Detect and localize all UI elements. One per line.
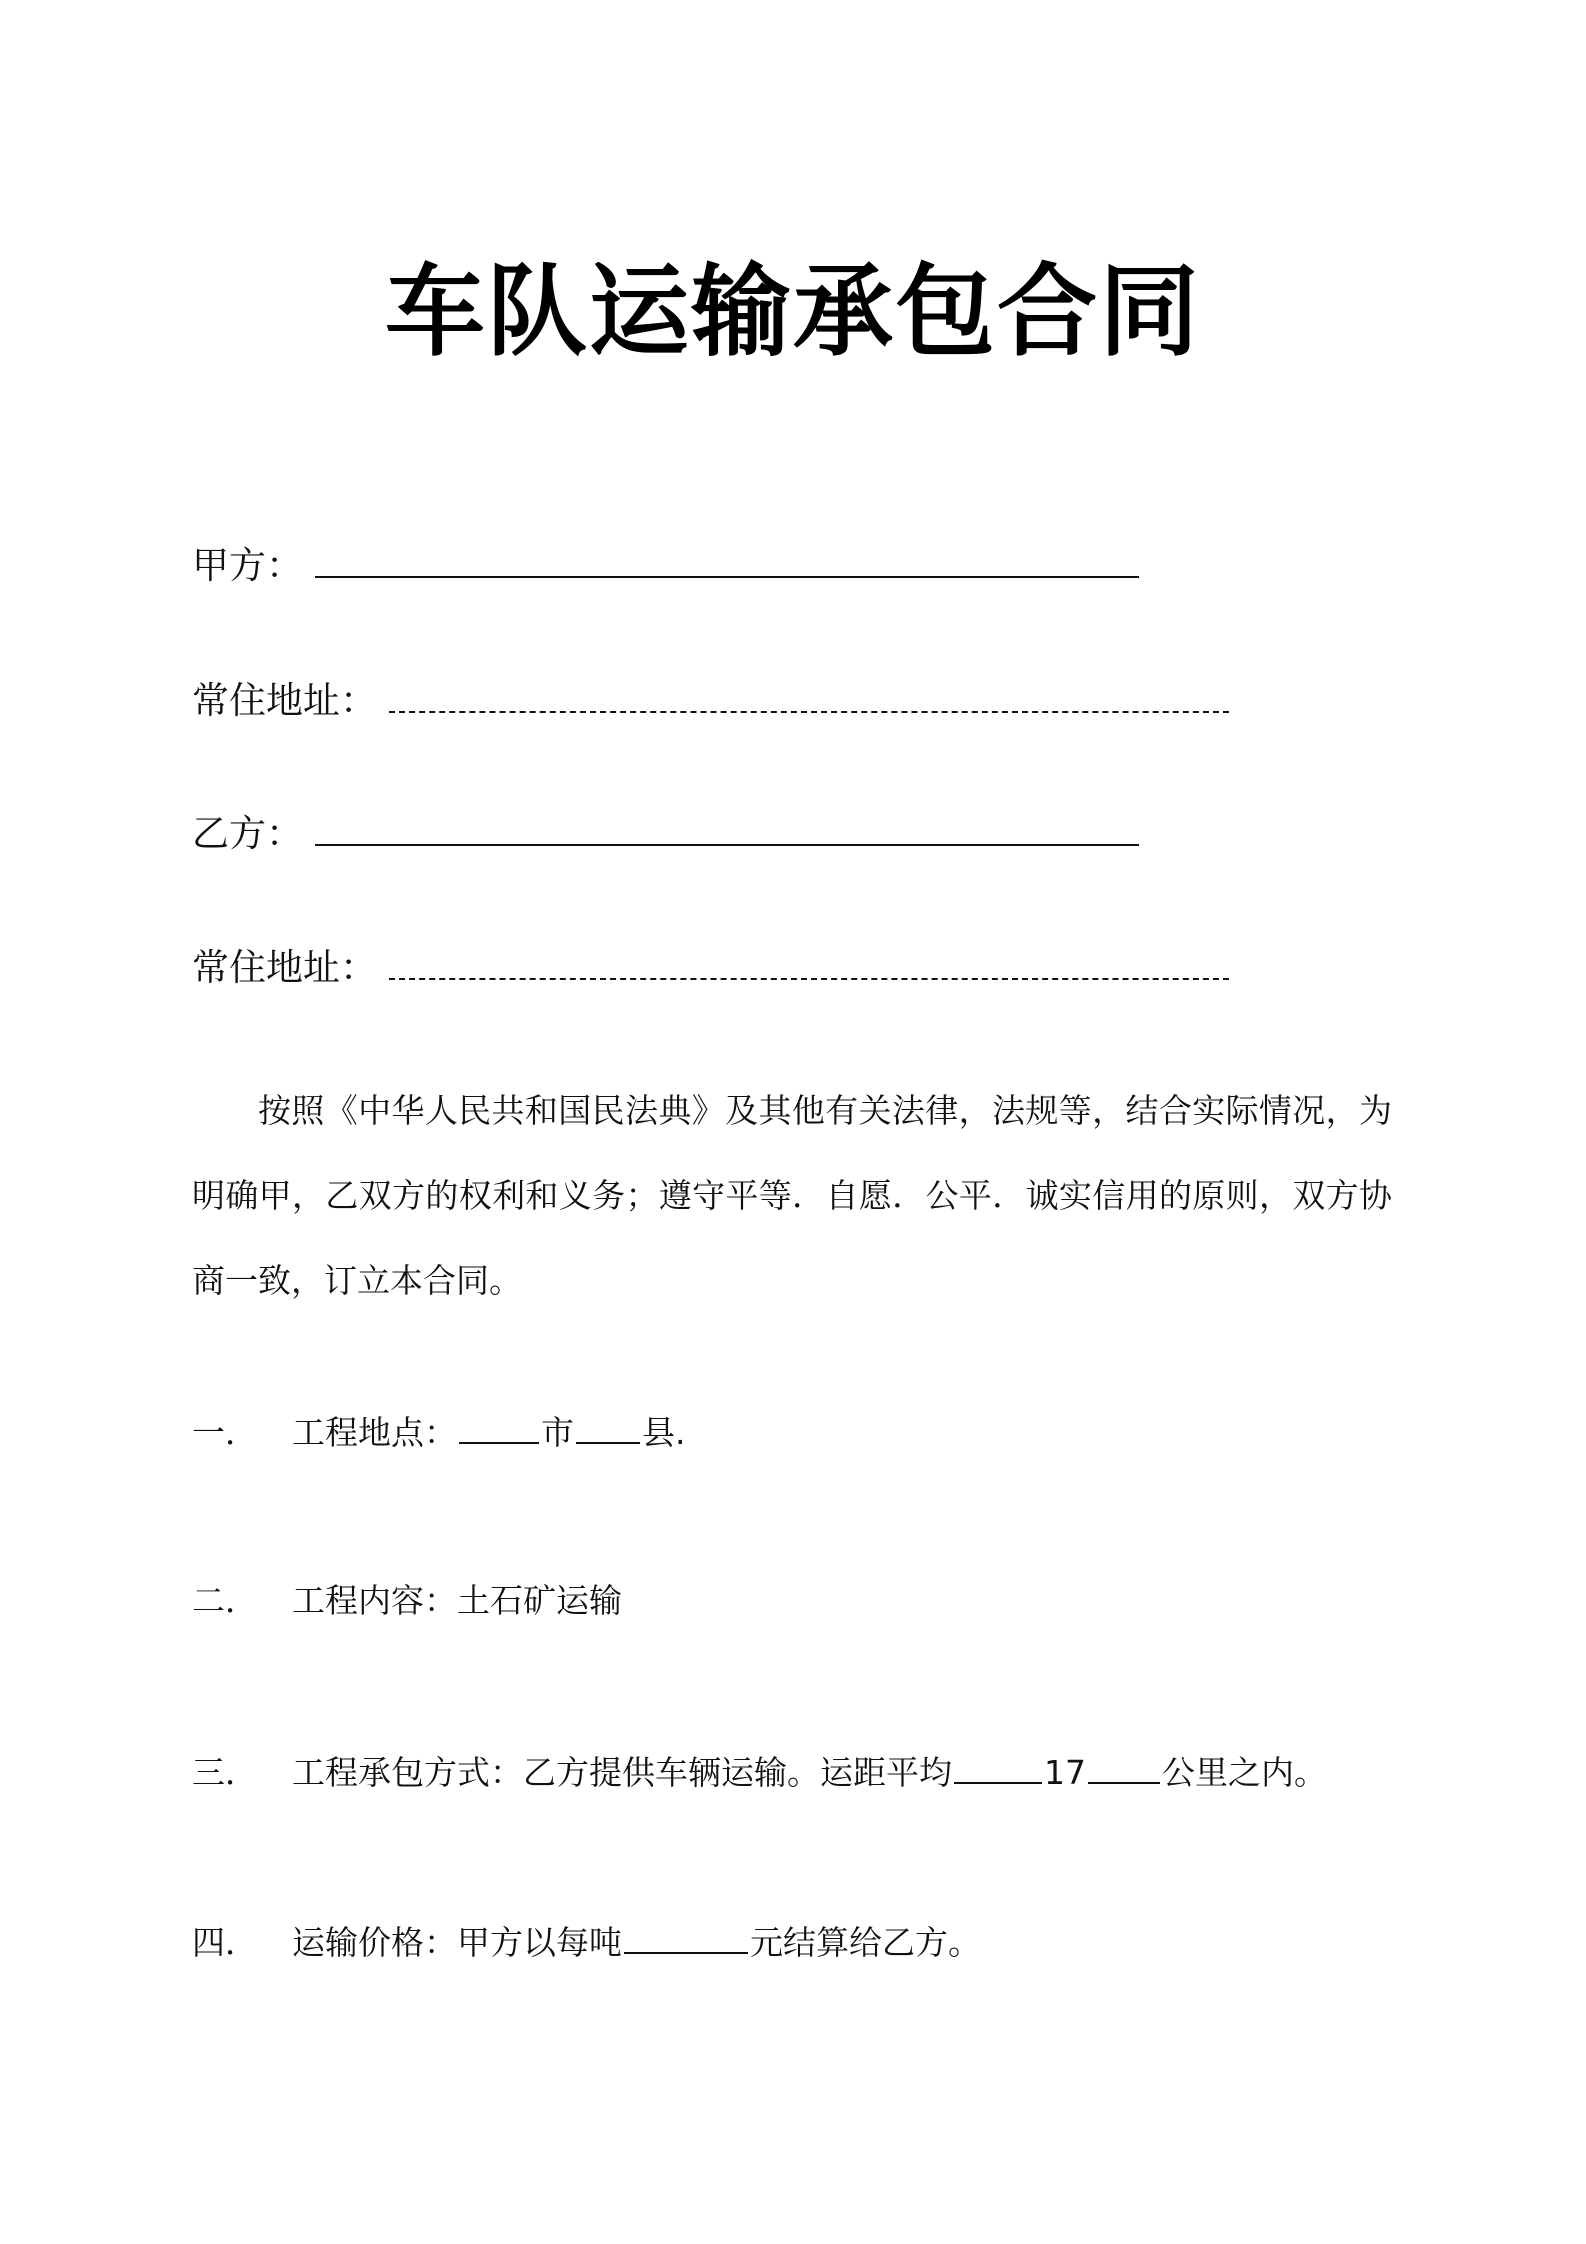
party-b-address-label: 常住地址： [192, 946, 377, 989]
document-title: 车队运输承包合同 [385, 253, 1201, 370]
clause-1-label: 工程地点： [292, 1413, 457, 1452]
clause-1-number: 一． [192, 1413, 258, 1452]
party-a-address-blank [389, 675, 1229, 713]
party-a-blank [315, 540, 1139, 578]
clause-3-blank-right [1088, 1752, 1160, 1784]
party-b-label: 乙方： [192, 812, 303, 855]
clause-2-number: 二． [192, 1581, 258, 1620]
clause-3-value: 17 [1044, 1753, 1086, 1792]
party-b-field [192, 808, 1139, 859]
clause-3-blank-left [954, 1752, 1042, 1784]
clause-4-text-before: 运输价格：甲方以每吨 [292, 1923, 622, 1962]
clause-4-price-blank [624, 1922, 748, 1954]
clause-1-city: 市 [541, 1413, 574, 1452]
clause-1-county: 县. [642, 1413, 686, 1452]
party-a-address-field [192, 675, 1229, 726]
party-b-blank [315, 808, 1139, 846]
clause-4-number: 四． [192, 1923, 258, 1962]
party-a-address-label: 常住地址： [192, 679, 377, 722]
clause-3 [192, 1750, 1327, 1796]
clause-4 [192, 1920, 981, 1966]
party-b-address-blank [389, 942, 1229, 980]
party-b-address-field [192, 942, 1229, 993]
clause-4-text-after: 元结算给乙方。 [750, 1923, 981, 1962]
party-a-label: 甲方： [192, 544, 303, 587]
clause-3-text-before: 工程承包方式：乙方提供车辆运输。运距平均 [292, 1753, 952, 1792]
clause-3-text-after: 公里之内。 [1162, 1753, 1327, 1792]
intro-paragraph: 按照《中华人民共和国民法典》及其他有关法律，法规等，结合实际情况，为明确甲，乙双方的权利和义务；遵守平等．自愿．公平．诚实信用的原则，双方协商一致，订立本合同。 [192, 1091, 1392, 1300]
clause-2-text: 工程内容：土石矿运输 [292, 1581, 622, 1620]
clause-1 [192, 1410, 686, 1456]
clause-1-county-blank [576, 1412, 640, 1444]
clause-1-city-blank [459, 1412, 539, 1444]
clause-2 [192, 1578, 622, 1624]
party-a-field [192, 540, 1139, 591]
clause-3-number: 三． [192, 1753, 258, 1792]
